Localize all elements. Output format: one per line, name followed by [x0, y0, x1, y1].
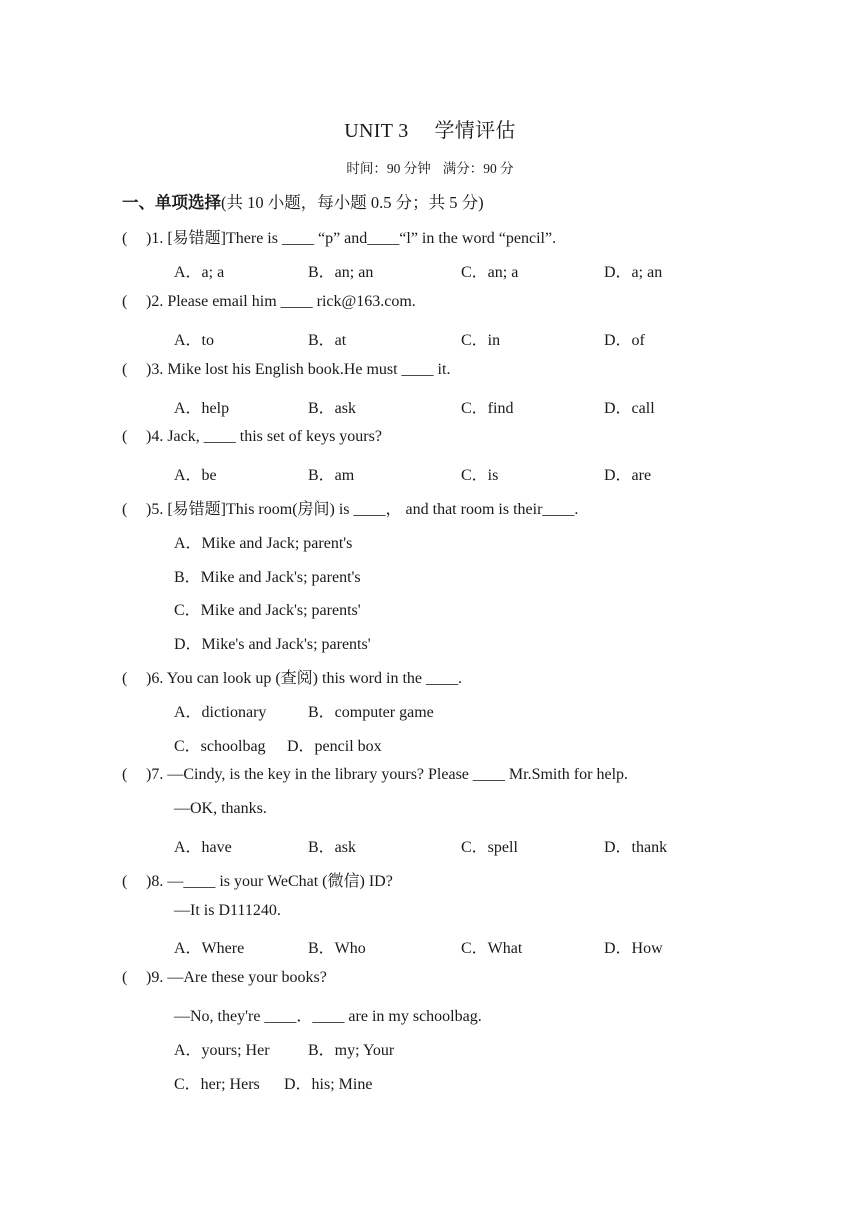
- option-a: A．be: [174, 467, 217, 484]
- option-c: C．spell: [461, 839, 518, 856]
- question-text: )2. Please email him ____ rick@163.com.: [146, 293, 416, 310]
- time-limit: 时间：90 分钟: [346, 161, 431, 176]
- answer-bracket: (: [122, 293, 128, 310]
- option-d: D．of: [604, 332, 645, 349]
- dialogue-reply: —OK, thanks.: [174, 800, 267, 817]
- dialogue-reply: —It is D111240.: [174, 902, 281, 919]
- answer-bracket: (: [122, 969, 128, 986]
- option-d: D．How: [604, 940, 663, 957]
- question-stem: [122, 496, 578, 519]
- question-stem: [122, 428, 382, 446]
- option-c: C．an; a: [461, 264, 519, 281]
- question-stem: [122, 665, 462, 688]
- option-b: B．ask: [308, 400, 357, 417]
- option-b: B．am: [308, 467, 355, 484]
- question-text: )8. —____ is your WeChat (微信) ID?: [146, 873, 393, 890]
- option-c: C．is: [461, 467, 499, 484]
- section-heading: [122, 189, 484, 213]
- question-stem: [122, 868, 393, 891]
- answer-bracket: (: [122, 766, 128, 783]
- question-text: )3. Mike lost his English book.He must ____ it.: [146, 361, 451, 378]
- answer-bracket: (: [122, 361, 128, 378]
- option-d: D．his; Mine: [284, 1076, 373, 1093]
- option-d: D．Mike's and Jack's; parents': [174, 636, 371, 653]
- question-text: )4. Jack, ____ this set of keys yours?: [146, 428, 382, 445]
- option-a: A．Where: [174, 940, 245, 957]
- question-stem: [122, 361, 450, 379]
- option-b: B．at: [308, 332, 347, 349]
- option-c: C．find: [461, 400, 514, 417]
- option-d: D．pencil box: [287, 738, 382, 755]
- answer-bracket: (: [122, 428, 128, 445]
- option-a: A．Mike and Jack; parent's: [174, 535, 353, 552]
- option-c: C．Mike and Jack's; parents': [174, 602, 361, 619]
- question-text: )5. [易错题]This room(房间) is ____， and that room is their____.: [146, 501, 579, 518]
- option-c: C．her; Hers: [174, 1076, 260, 1093]
- full-score: 满分：90 分: [442, 161, 514, 176]
- option-b: B．my; Your: [308, 1042, 395, 1059]
- section-detail: (共 10 小题，每小题 0.5 分；共 5 分): [221, 193, 484, 212]
- option-b: B．computer game: [308, 704, 434, 721]
- option-b: B．Who: [308, 940, 366, 957]
- option-a: A．a; a: [174, 264, 225, 281]
- question-stem: [122, 969, 327, 987]
- option-a: A．dictionary: [174, 704, 267, 721]
- question-text: )9. —Are these your books?: [146, 969, 327, 986]
- option-a: A．have: [174, 839, 232, 856]
- question-text: )7. —Cindy, is the key in the library yours? Please ____ Mr.Smith for help.: [146, 766, 629, 783]
- exam-info: [0, 157, 860, 177]
- question-stem: [122, 293, 416, 311]
- answer-bracket: (: [122, 873, 128, 890]
- dialogue-reply: —No, they're ____．____ are in my schoolbag.: [174, 1008, 482, 1025]
- question-stem: [122, 225, 556, 248]
- option-c: C．What: [461, 940, 523, 957]
- option-d: D．thank: [604, 839, 668, 856]
- answer-bracket: (: [122, 670, 128, 687]
- option-d: D．are: [604, 467, 652, 484]
- option-b: B．Mike and Jack's; parent's: [174, 569, 361, 586]
- section-title: 一、单项选择: [122, 193, 221, 212]
- option-a: A．yours; Her: [174, 1042, 270, 1059]
- question-stem: [122, 766, 628, 784]
- option-c: C．in: [461, 332, 501, 349]
- answer-bracket: (: [122, 501, 128, 518]
- option-d: D．call: [604, 400, 655, 417]
- option-c: C．schoolbag: [174, 738, 266, 755]
- option-b: B．ask: [308, 839, 357, 856]
- option-a: A．help: [174, 400, 230, 417]
- option-b: B．an; an: [308, 264, 374, 281]
- question-text: )1. [易错题]There is ____ “p” and____“l” in the word “pencil”.: [146, 230, 557, 247]
- option-a: A．to: [174, 332, 215, 349]
- answer-bracket: (: [122, 230, 128, 247]
- assessment-label: 学情评估: [434, 120, 516, 142]
- unit-label: UNIT 3: [344, 120, 409, 142]
- option-d: D．a; an: [604, 264, 663, 281]
- question-text: )6. You can look up (查阅) this word in the ____.: [146, 670, 462, 687]
- page-title: [0, 114, 860, 143]
